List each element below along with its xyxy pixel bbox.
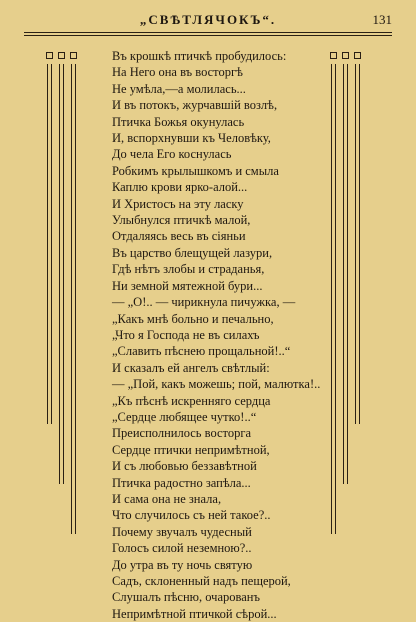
poem-line: Что случилось съ ней такое?.. (112, 508, 271, 523)
poem-line: И Христосъ на эту ласку (112, 196, 244, 211)
poem-line: Каплю крови ярко-алой... (112, 180, 248, 195)
poem-line: „Славить пѣснею прощальной!..“ (112, 344, 291, 359)
poem-line: До утра въ ту ночь святую (112, 557, 253, 572)
poem-line: И сказалъ ей ангелъ свѣтлый: (112, 360, 270, 375)
poem-line: Въ крошкѣ птичкѣ пробудилось: (112, 49, 287, 63)
running-header-title: „СВѢТЛЯЧОКЪ“. (139, 12, 277, 27)
poem-line: Сердце птички непримѣтной, (112, 442, 270, 457)
poem-line: Не умѣла,—а молилась... (112, 81, 246, 96)
ornament-square (354, 52, 361, 59)
ornament-column (355, 64, 360, 424)
ornament-square (58, 52, 65, 59)
poem-line: На Него она въ восторгѣ (112, 65, 243, 80)
poem-line: Гдѣ нѣтъ злобы и страданья, (112, 262, 265, 277)
ornament-column (71, 64, 76, 534)
poem-line: Преисполнилось восторга (112, 426, 252, 441)
poem-line: Улыбнулся птичкѣ малой, (112, 213, 251, 228)
poem-line: Почему звучалъ чудесный (112, 524, 252, 539)
poem-line: „Какъ мнѣ больно и печально, (112, 311, 274, 326)
poem-line: И, вспорхнувши къ Человѣку, (112, 131, 271, 146)
poem-line: И съ любовью беззавѣтной (112, 459, 257, 474)
poem-line: До чела Его коснулась (112, 147, 232, 162)
poem-line: Слушалъ пѣсню, очарованъ (112, 590, 260, 605)
poem-line: Отдаляясь весь въ сiяньи (112, 229, 246, 244)
poem-line: Робкимъ крылышкомъ и смыла (112, 163, 279, 178)
ornament-square (342, 52, 349, 59)
poem-line: И сама она не знала, (112, 491, 222, 506)
poem-line: — „Пой, какъ можешь; пой, малютка!.. (112, 377, 321, 392)
ornament-column (59, 64, 64, 484)
page-number: 131 (372, 12, 392, 27)
poem-line: Ни земной мятежной бури... (112, 278, 263, 293)
poem-line: — „О!.. — чирикнула пичужка, — (112, 295, 296, 310)
poem-line: Въ царство блещущей лазури, (112, 245, 273, 260)
header-rule (24, 32, 392, 33)
poem-line: Голосъ силой неземною?.. (112, 541, 252, 556)
poem-line: И въ потокъ, журчавшiй возлѣ, (112, 98, 278, 113)
poem-line: Непримѣтной птичкой сѣрой... (112, 606, 277, 621)
poem-line: „Сердце любящее чутко!..“ (112, 409, 257, 424)
poem-text (112, 48, 332, 622)
ornament-column (343, 64, 348, 484)
poem-line: Птичка Божья окунулась (112, 114, 245, 129)
ornament-column (47, 64, 52, 424)
ornament-square (70, 52, 77, 59)
poem-line: Садъ, склоненный надъ пещерой, (112, 574, 291, 588)
poem-line: Птичка радостно запѣла... (112, 475, 251, 490)
ornament-square (46, 52, 53, 59)
poem-line: „Къ пѣснѣ искренняго сердца (112, 393, 271, 408)
poem-line: „Что я Господа не въ силахъ (112, 327, 260, 342)
header-rule-double (24, 35, 392, 36)
